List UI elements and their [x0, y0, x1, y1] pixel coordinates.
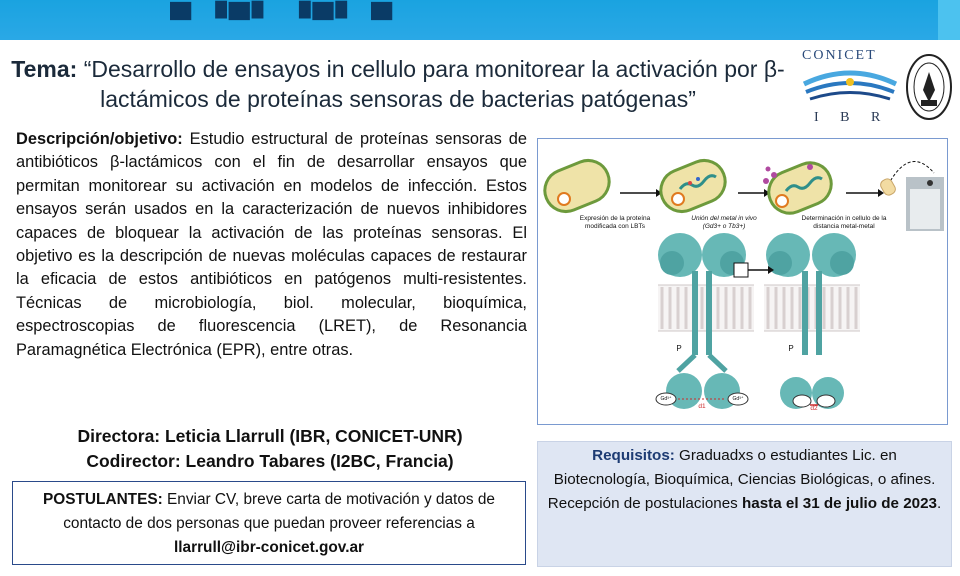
membrane-right: [764, 233, 860, 409]
conicet-logo-text: CONICET: [802, 48, 877, 63]
bacterium-1: [539, 154, 616, 218]
requisitos-label: Requisitos:: [592, 447, 675, 464]
description-label: Descripción/objetivo:: [16, 130, 183, 148]
postulantes-text: Enviar CV, breve carta de motivación y datos de contacto de dos personas que puedan proveer referencias a: [63, 491, 495, 532]
banner-cropped-text: ▄ ▗▄▖ ▗▄▖ ▄: [170, 0, 395, 18]
p-label-right: P: [788, 344, 794, 353]
contact-email[interactable]: llarrull@ibr-conicet.gov.ar: [173, 539, 365, 556]
ibr-logo-text: I B R: [814, 110, 881, 125]
figure-illustration: [538, 139, 947, 424]
ligand-arrow: [734, 263, 774, 277]
scientific-figure: [537, 138, 948, 425]
reception-end: .: [936, 495, 942, 512]
codirector: Codirector: Leandro Tabares (I2BC, Francia): [86, 451, 454, 471]
bacterium-2: [655, 154, 732, 218]
people: [0, 424, 540, 474]
p-label-left: P: [676, 344, 682, 353]
requisitos-text: Graduadxs o estudiantes Lic. en Biotecnología, Bioquímica, Ciencias Biológicas, o afines.: [553, 447, 936, 488]
distance-d1: d1: [698, 403, 706, 410]
requisitos-box: [537, 441, 952, 567]
top-banner: [0, 0, 960, 40]
figure-caption-step3: Determinación in cellulo de la distancia metal-metal: [801, 215, 887, 230]
postulantes-box: [12, 481, 526, 565]
reception-paragraph: [544, 492, 945, 516]
requisitos-paragraph: [544, 444, 945, 492]
figure-caption-step2: Unión del metal in vivo (Gd3+ o Tb3+): [691, 215, 757, 230]
reception-text: Recepción de postulaciones: [547, 495, 742, 512]
director: Directora: Leticia Llarrull (IBR, CONICET-UNR): [77, 426, 463, 446]
logos: [798, 46, 958, 132]
unr-seal-icon: [904, 50, 954, 124]
gd-label-left: Gd³⁺: [660, 396, 672, 402]
postulantes-label: POSTULANTES:: [43, 491, 163, 508]
spectrometer-photo: [906, 177, 944, 231]
membrane-left: [656, 233, 754, 409]
deadline: hasta el 31 de julio de 2023: [741, 495, 937, 512]
title-text: “Desarrollo de ensayos in cellulo para monitorear la activación por β-lactámicos de proteínas sensoras de bacterias patógenas”: [77, 56, 785, 112]
figure-caption-step1: Expresión de la proteína modificada con LBTs: [579, 215, 651, 230]
page-title: [8, 54, 788, 114]
distance-d2: d2: [810, 405, 818, 412]
bacterium-3: [762, 157, 837, 220]
description-text: Estudio estructural de proteínas sensoras de antibióticos β-lactámicos con el fin de desarrollar ensayos que permitan monitorear su activación en modelos de infección. Estos ensayos serán usados en la caracterización de nuevos inhibidores capaces de bloquear la activación de las proteínas sensoras. El objetivo es la descripción de nuevas moléculas capaces de restaurar la eficacia de estos antibióticos en patógenos multi-resistentes. Técnicas de microbiología, biol. molecular, bioquímica, espectroscopias de fluorescencia (LRET), de Resonancia Paramagnética Electrónica (EPR), entre otras.: [16, 130, 527, 359]
gd-label-right: Gd³⁺: [732, 396, 744, 402]
description: [16, 128, 527, 362]
banner-corner: [938, 0, 960, 40]
conicet-logo-icon: [800, 64, 900, 110]
title-label: Tema:: [11, 56, 78, 82]
